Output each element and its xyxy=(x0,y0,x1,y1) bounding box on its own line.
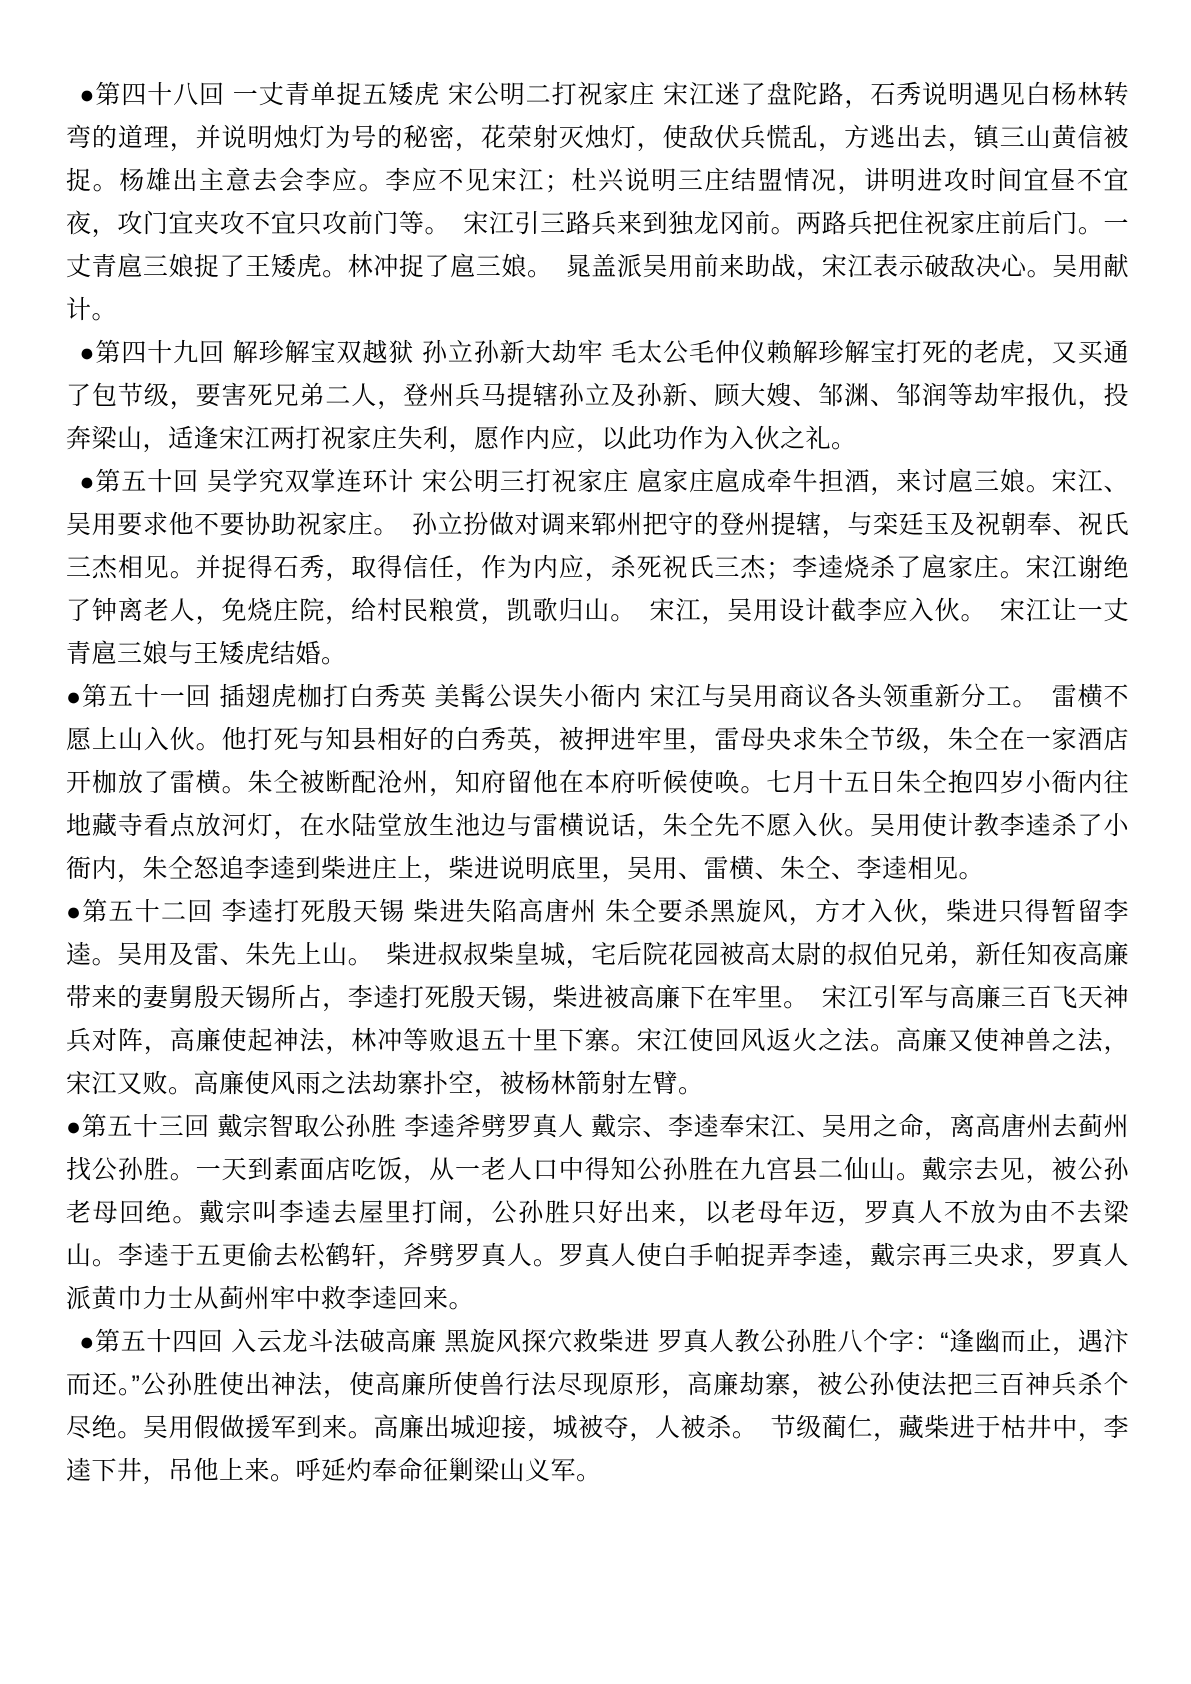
chapter-52-summary: ●第五十二回 李逵打死殷天锡 柴进失陷高唐州 朱仝要杀黑旋风，方才入伙，柴进只得暂留李逵。吴用及雷、朱先上山。 柴进叔叔柴皇城，宅后院花园被高太尉的叔伯兄弟，新任知夜高廉带来的妻舅殷天锡所占，李逵打死殷天锡，柴进被高廉下在牢里。 宋江引军与高廉三百飞天神兵对阵，高廉使起神法，林冲等败退五十里下寨。宋江使回风返火之法。高廉又使神兽之法，宋江又败。高廉使风雨之法劫寨扑空，被杨林箭射左臂。 xyxy=(66,898,1129,1098)
chapter-53-summary: ●第五十三回 戴宗智取公孙胜 李逵斧劈罗真人 戴宗、李逵奉宋江、吴用之命，离高唐州去蓟州找公孙胜。一天到素面店吃饭，从一老人口中得知公孙胜在九宫县二仙山。戴宗去见，被公孙老母回绝。戴宗叫李逵去屋里打闹，公孙胜只好出来，以老母年迈，罗真人不放为由不去梁山。李逵于五更偷去松鹤轩，斧劈罗真人。罗真人使白手帕捉弄李逵，戴宗再三央求，罗真人派黄巾力士从蓟州牢中救李逵回来。 xyxy=(66,1113,1129,1313)
chapter-50-summary: ●第五十回 吴学究双掌连环计 宋公明三打祝家庄 扈家庄扈成牵牛担酒，来讨扈三娘。宋江、吴用要求他不要协助祝家庄。 孙立扮做对调来郓州把守的登州提辖，与栾廷玉及祝朝奉、祝氏三杰相见。并捉得石秀，取得信任，作为内应，杀死祝氏三杰；李逵烧杀了扈家庄。宋江谢绝了钟离老人，免烧庄院，给村民粮赏，凯歌归山。 宋江，吴用设计截李应入伙。 宋江让一丈青扈三娘与王矮虎结婚。 xyxy=(66,468,1129,668)
chapter-51-summary: ●第五十一回 插翅虎枷打白秀英 美髯公误失小衙内 宋江与吴用商议各头领重新分工。 雷横不愿上山入伙。他打死与知县相好的白秀英，被押进牢里，雷母央求朱仝节级，朱仝在一家酒店开枷放了雷横。朱仝被断配沧州，知府留他在本府听候使唤。七月十五日朱仝抱四岁小衙内往地藏寺看点放河灯，在水陆堂放生池边与雷横说话，朱仝先不愿入伙。吴用使计教李逵杀了小衙内，朱仝怒追李逵到柴进庄上，柴进说明底里，吴用、雷横、朱仝、李逵相见。 xyxy=(66,683,1129,883)
chapter-49-summary: ●第四十九回 解珍解宝双越狱 孙立孙新大劫牢 毛太公毛仲仪赖解珍解宝打死的老虎，又买通了包节级，要害死兄弟二人，登州兵马提辖孙立及孙新、顾大嫂、邹渊、邹润等劫牢报仇，投奔梁山，适逢宋江两打祝家庄失利，愿作内应，以此功作为入伙之礼。 xyxy=(66,339,1129,453)
chapter-54-summary: ●第五十四回 入云龙斗法破高廉 黑旋风探穴救柴进 罗真人教公孙胜八个字：“逢幽而止，遇汴而还。”公孙胜使出神法，使高廉所使兽行法尽现原形，高廉劫寨，被公孙使法把三百神兵杀个尽绝。吴用假做援军到来。高廉出城迎接，城被夺，人被杀。 节级蔺仁，藏柴进于枯井中，李逵下井，吊他上来。呼延灼奉命征剿梁山义军。 xyxy=(66,1328,1129,1485)
chapter-48-summary: ●第四十八回 一丈青单捉五矮虎 宋公明二打祝家庄 宋江迷了盘陀路，石秀说明遇见白杨林转弯的道理，并说明烛灯为号的秘密，花荣射灭烛灯，使敌伏兵慌乱，方逃出去，镇三山黄信被捉。杨雄出主意去会李应。李应不见宋江；杜兴说明三庄结盟情况，讲明进攻时间宜昼不宜夜，攻门宜夹攻不宜只攻前门等。 宋江引三路兵来到独龙冈前。两路兵把住祝家庄前后门。一丈青扈三娘捉了王矮虎。林冲捉了扈三娘。 晁盖派吴用前来助战，宋江表示破敌决心。吴用献计。 xyxy=(66,81,1129,324)
